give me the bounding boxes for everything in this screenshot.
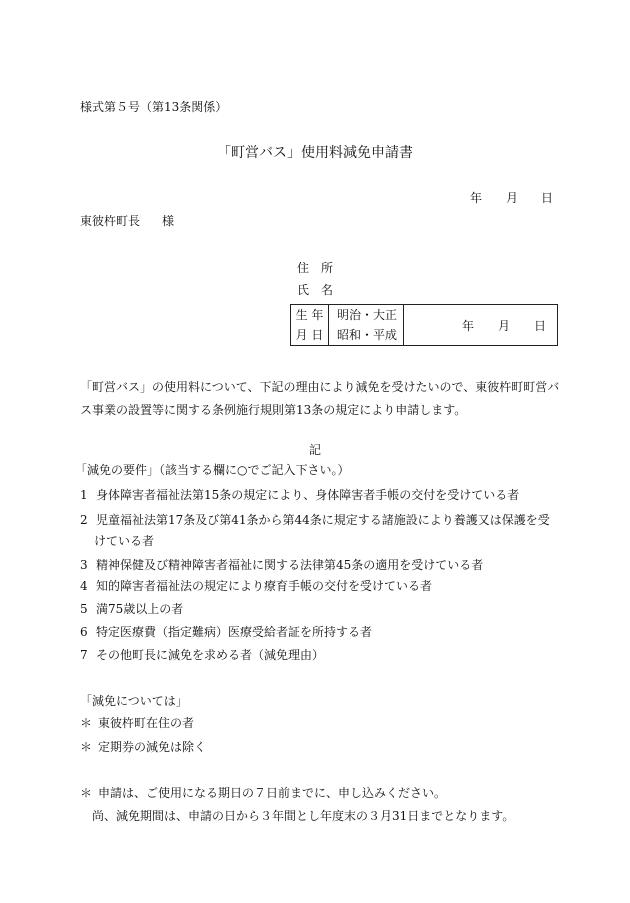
asterisk-mark: ＊: [80, 740, 93, 754]
list-item: [80, 580, 432, 592]
requirements-heading: 「減免の要件」（該当する欄に○でご記入下さい。）: [75, 463, 350, 477]
list-item: [80, 489, 519, 501]
ki-heading: 記: [308, 443, 321, 457]
date-day: 日: [541, 191, 554, 205]
final-note-line2: 尚、減免期間は、申請の日から３年間とし年度末の３月31日までとなります。: [92, 809, 515, 823]
form-number: 様式第５号（第13条関係）: [80, 100, 228, 114]
list-item: [80, 603, 183, 615]
date-month: 月: [506, 191, 519, 205]
exemption-note: [80, 717, 194, 729]
list-item: [80, 514, 550, 526]
document-title: 「町営バス」使用料減免申請書: [217, 145, 413, 161]
asterisk-mark: ＊: [80, 716, 93, 730]
item-text: 身体障害者福祉法第15条の規定により、身体障害者手帳の交付を受けている者: [96, 488, 520, 502]
note-text: 東彼杵町在住の者: [98, 716, 195, 730]
item-text: 満75歳以上の者: [96, 602, 184, 616]
item-number: 1: [80, 488, 88, 502]
birth-day: 日: [534, 319, 547, 333]
asterisk-mark: ＊: [80, 786, 93, 800]
name-label: 氏 名: [297, 283, 334, 297]
list-item: [80, 649, 324, 661]
item-text: 児童福祉法第17条及び第41条から第44条に規定する諸施設により養護又は保護を受: [96, 513, 550, 527]
item-number: 2: [80, 513, 88, 527]
list-item: [80, 559, 483, 571]
item-number: 3: [80, 558, 88, 572]
exemption-note: [80, 741, 206, 753]
application-paragraph: 「町営バス」の使用料について、下記の理由により減免を受けたいので、東彼杵町町営バス事業の設置等に関する条例施行規則第13条の規定により申請します。: [80, 380, 560, 417]
date-year: 年: [470, 191, 483, 205]
birthdate-label-cell: [291, 305, 329, 346]
birthdate-label-line2: 月 日: [295, 328, 324, 342]
era-cell: [329, 305, 404, 346]
item-number: 6: [80, 625, 88, 639]
recipient-name: 東彼杵町長: [80, 214, 141, 228]
item-number: 4: [80, 579, 88, 593]
list-item: [80, 626, 372, 638]
item-text: 知的障害者福祉法の規定により療育手帳の交付を受けている者: [96, 579, 433, 593]
item-text-continuation: けている者: [94, 534, 155, 548]
final-note-text: 申請は、ご使用になる期日の７日前までに、申し込みください。: [98, 786, 447, 800]
era-line1: 明治・大正: [337, 308, 398, 322]
birthdate-value-cell: [404, 305, 558, 346]
item-text: その他町長に減免を求める者（減免理由）: [96, 648, 325, 662]
item-number: 5: [80, 602, 88, 616]
birth-year: 年: [462, 319, 475, 333]
exemption-heading: 「減免については」: [80, 694, 188, 708]
final-note: [80, 787, 446, 799]
era-line2: 昭和・平成: [337, 328, 398, 342]
birthdate-table: [290, 304, 558, 346]
address-label: 住 所: [297, 261, 334, 275]
birth-month: 月: [498, 319, 511, 333]
note-text: 定期券の減免は除く: [98, 740, 207, 754]
birthdate-label-line1: 生 年: [295, 308, 324, 322]
recipient-honorific: 様: [162, 214, 175, 228]
item-text: 特定医療費（指定難病）医療受給者証を所持する者: [96, 625, 373, 639]
item-number: 7: [80, 648, 88, 662]
item-text: 精神保健及び精神障害者福祉に関する法律第45条の適用を受けている者: [96, 558, 484, 572]
